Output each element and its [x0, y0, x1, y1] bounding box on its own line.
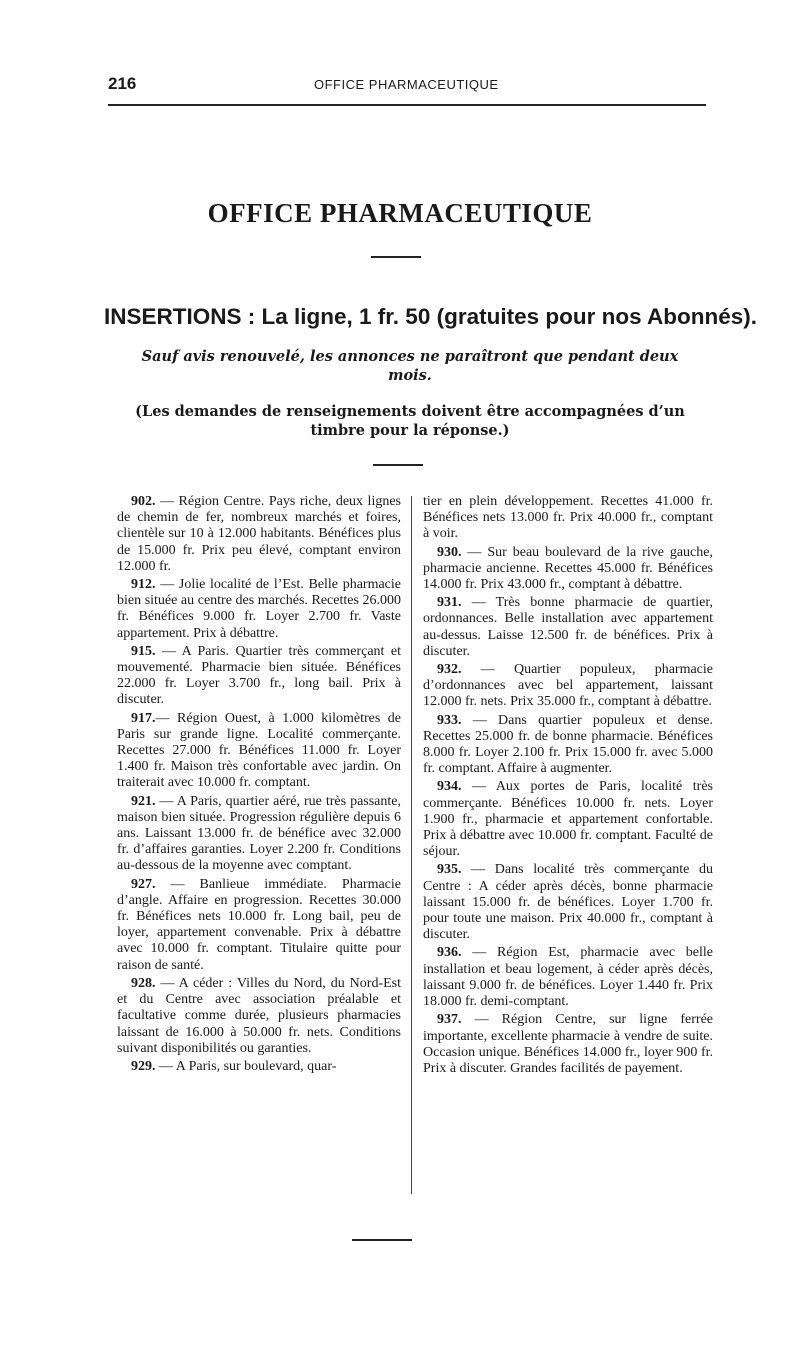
ad-text: — A Paris, sur boulevard, quar- — [155, 1058, 337, 1074]
insertions-rate: INSERTIONS : La ligne, 1 fr. 50 (gratuites pour nos Abonnés). — [104, 304, 757, 329]
classified-ad — [117, 877, 401, 974]
classified-ad — [423, 494, 713, 543]
ad-number: 927. — [131, 876, 156, 892]
ad-number: 932. — [437, 662, 462, 678]
ad-text: — Quartier populeux, pharmacie d’ordonnances avec bel appartement, laissant 12.000 fr. nets. Prix 35.000 fr., comptant à débattre. — [423, 662, 713, 710]
classified-ad — [117, 644, 401, 709]
ad-text: — Dans quartier populeux et dense. Recettes 25.000 fr. de bonne pharmacie. Bénéfices 8.000 fr. Loyer 2.100 fr. Prix 15.000 fr. avec 5.000 fr. comptant. Affaire à augmenter. — [423, 712, 713, 777]
ad-text: tier en plein développement. Recettes 41.000 fr. Bénéfices nets 13.000 fr. Prix 40.000 fr., comptant à voir. — [423, 494, 713, 542]
ad-text: — A céder : Villes du Nord, du Nord-Est et du Centre avec association préalable et facultative comme durée, plusieurs pharmacies laissant de 16.000 à 50.000 fr. nets. Conditions suivant disponibilités ou garanties. — [117, 975, 401, 1056]
title-rule — [371, 256, 421, 258]
ads-column-right — [423, 494, 713, 1079]
classified-ad — [423, 545, 713, 594]
classified-ad — [423, 779, 713, 860]
classified-ad — [117, 494, 401, 575]
classified-ad — [117, 577, 401, 642]
ad-number: 915. — [131, 643, 156, 659]
column-divider — [411, 496, 412, 1194]
ad-text: — A Paris. Quartier très commerçant et mouvementé. Pharmacie bien située. Bénéfices 22.000 fr. Loyer 3.700 fr., long bail. Prix à discuter. — [117, 643, 401, 708]
classified-ad — [423, 862, 713, 943]
classified-ad — [117, 794, 401, 875]
ad-number: 929. — [131, 1058, 156, 1074]
ad-number: 931. — [437, 595, 462, 611]
classified-ad — [423, 1012, 713, 1077]
ad-text: — Très bonne pharmacie de quartier, ordonnances. Belle installation avec appartement au-dessus. Laisse 12.500 fr. de bénéfices. Prix à discuter. — [423, 595, 713, 659]
footer-rule — [352, 1239, 412, 1241]
ads-column-left — [117, 494, 401, 1077]
ad-text: — Sur beau boulevard de la rive gauche, pharmacie ancienne. Recettes 45.000 fr. Bénéfices 14.000 fr. Prix 43.000 fr., comptant à débattre. — [423, 544, 713, 593]
classified-ad — [423, 945, 713, 1010]
classified-ad — [423, 662, 713, 711]
running-title: OFFICE PHARMACEUTIQUE — [314, 77, 499, 92]
ad-text: — Aux portes de Paris, localité très commerçante. Bénéfices 10.000 fr. nets. Loyer 1.900 fr., pharmacie et appartement confortable. Prix à débattre avec 10.000 fr. comptant. Faculté de séjour. — [423, 779, 713, 860]
ad-number: 934. — [437, 779, 462, 795]
page-number: 216 — [108, 74, 137, 93]
ad-text: — Jolie localité de l’Est. Belle pharmacie bien située au centre des marchés. Recettes 26.000 fr. Bénéfices 9.000 fr. Loyer 2.700 fr. Vaste appartement. Prix à débattre. — [117, 577, 401, 641]
classified-ad — [117, 1059, 401, 1075]
ad-text: — Région Centre, sur ligne ferrée importante, excellente pharmacie à vendre de suite. Occasion unique. Bénéfices 14.000 fr., loyer 900 fr. Prix à discuter. Grandes facilités de payement. — [423, 1012, 713, 1076]
classified-ad — [117, 976, 401, 1057]
notice-validity: Sauf avis renouvelé, les annonces ne paraîtront que pendant deux mois. — [141, 348, 679, 384]
ad-number: 936. — [437, 945, 462, 961]
classified-ad — [117, 711, 401, 792]
ad-number: 930. — [437, 544, 462, 560]
ad-number: 912. — [131, 577, 156, 593]
section-rule — [373, 464, 423, 466]
ad-number: 937. — [437, 1012, 462, 1028]
ad-text: — Région Centre. Pays riche, deux lignes de chemin de fer, nombreux marchés et foires, clientèle sur 10 à 12.000 habitants. Bénéfices plus de 15.000 fr. Prix peu élevé, comptant environ 12.000 fr. — [117, 494, 401, 574]
ad-number: 917. — [131, 710, 156, 726]
running-header — [108, 74, 704, 96]
ad-number: 933. — [437, 712, 462, 728]
page-title: OFFICE PHARMACEUTIQUE — [207, 198, 593, 228]
ad-text: — Région Est, pharmacie avec belle installation et beau logement, à céder après décès, laissant 9.000 fr. de bénéfices. Loyer 1.440 fr. Prix 18.000 fr. demi-comptant. — [423, 945, 713, 1010]
ad-number: 935. — [437, 862, 462, 878]
ad-text: — A Paris, quartier aéré, rue très passante, maison bien située. Progression régulière depuis 6 ans. Laissant 13.000 fr. de bénéfice avec 32.000 fr. d’affaires garanties. Loyer 2.200 fr. Conditions au-dessous de la moyenne avec comptant. — [117, 793, 401, 874]
ad-text: — Banlieue immédiate. Pharmacie d’angle. Affaire en progression. Recettes 30.000 fr. Bénéfices nets 10.000 fr. Long bail, peu de loyer, appartement convenable. Prix à débattre avec 10.000 fr. comptant. Titulaire quitte pour raison de santé. — [117, 876, 401, 973]
ad-number: 921. — [131, 793, 156, 809]
notice-stamp: (Les demandes de renseignements doivent être accompagnées d’un timbre pour la réponse.) — [135, 403, 685, 439]
classified-ad — [423, 595, 713, 660]
ad-number: 928. — [131, 975, 156, 991]
ad-text: — Dans localité très commerçante du Centre : A céder après décès, bonne pharmacie laissant 15.000 fr. de bénéfices. Loyer 1.700 fr. pour toute une maison. Prix 40.000 fr., comptant à discuter. — [423, 862, 713, 943]
header-rule — [108, 104, 706, 106]
ad-number: 902. — [131, 494, 156, 509]
ad-text: — Région Ouest, à 1.000 kilomètres de Paris sur grande ligne. Localité commerçante. Recettes 27.000 fr. Bénéfices 11.000 fr. Loyer 1.400 fr. Maison très confortable avec jardin. On traiterait avec 10.000 fr. comptant. — [117, 710, 401, 791]
classified-ad — [423, 713, 713, 778]
